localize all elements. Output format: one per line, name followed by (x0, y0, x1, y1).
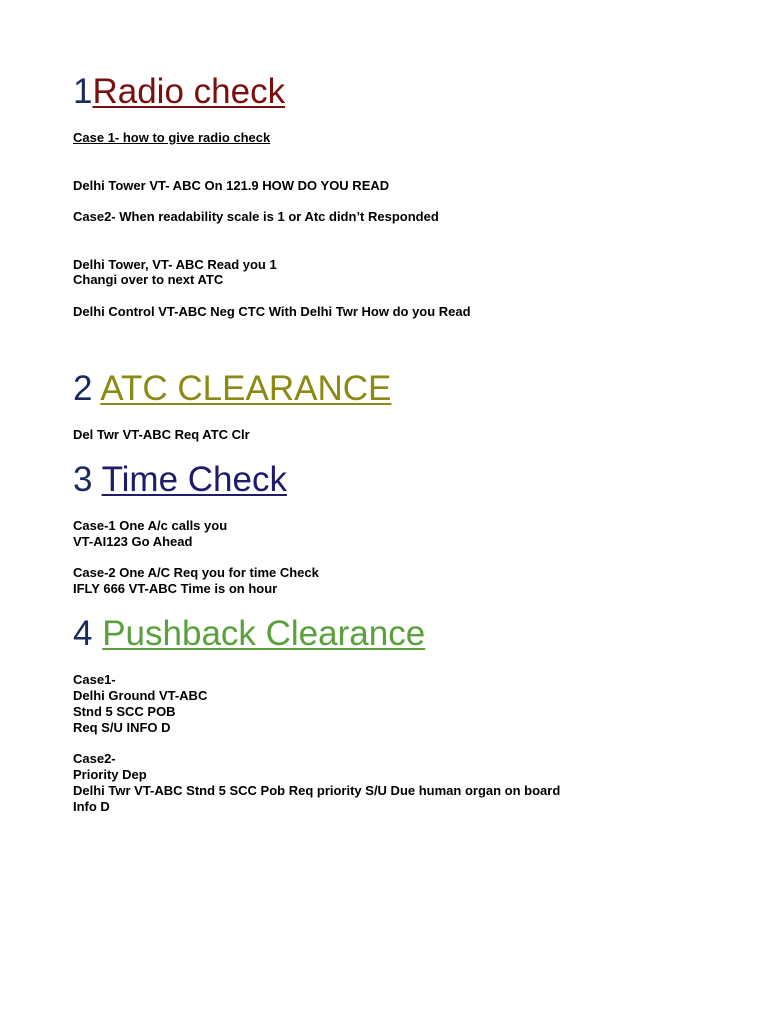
section-title: ATC CLEARANCE (100, 369, 392, 408)
text-line: Req S/U INFO D (73, 720, 171, 735)
section-number: 2 (73, 369, 93, 408)
text-line: Case 1- how to give radio check (73, 130, 271, 145)
text-line: Case-2 One A/C Req you for time Check (73, 565, 319, 580)
section-heading-time-check (73, 460, 287, 500)
section-number: 3 (73, 460, 93, 499)
text-line: Del Twr VT-ABC Req ATC Clr (73, 427, 250, 442)
section-title: Time Check (101, 460, 287, 499)
section-number: 4 (73, 614, 93, 653)
text-line: Case1- (73, 672, 116, 687)
section-title: Pushback Clearance (102, 614, 426, 653)
text-line: Delhi Tower VT- ABC On 121.9 HOW DO YOU READ (73, 178, 390, 193)
text-line: Delhi Tower, VT- ABC Read you 1 (73, 257, 277, 272)
text-line: Delhi Ground VT-ABC (73, 688, 208, 703)
text-line: IFLY 666 VT-ABC Time is on hour (73, 581, 278, 596)
text-line: Priority Dep (73, 767, 147, 782)
text-line: VT-AI123 Go Ahead (73, 534, 193, 549)
text-line: Delhi Twr VT-ABC Stnd 5 SCC Pob Req priority S/U Due human organ on board (73, 783, 561, 798)
section-title: Radio check (92, 72, 286, 111)
text-line: Case2- (73, 751, 116, 766)
section-number: 1 (73, 72, 93, 111)
text-line: Case2- When readability scale is 1 or Atc didn’t Responded (73, 209, 439, 224)
section-heading-radio-check (73, 72, 285, 112)
text-line: Info D (73, 799, 110, 814)
text-line: Delhi Control VT-ABC Neg CTC With Delhi Twr How do you Read (73, 304, 471, 319)
section-heading-atc-clearance (73, 369, 391, 409)
section-heading-pushback-clearance (73, 614, 425, 654)
text-line: Stnd 5 SCC POB (73, 704, 176, 719)
text-line: Case-1 One A/c calls you (73, 518, 228, 533)
text-line: Changi over to next ATC (73, 272, 224, 287)
